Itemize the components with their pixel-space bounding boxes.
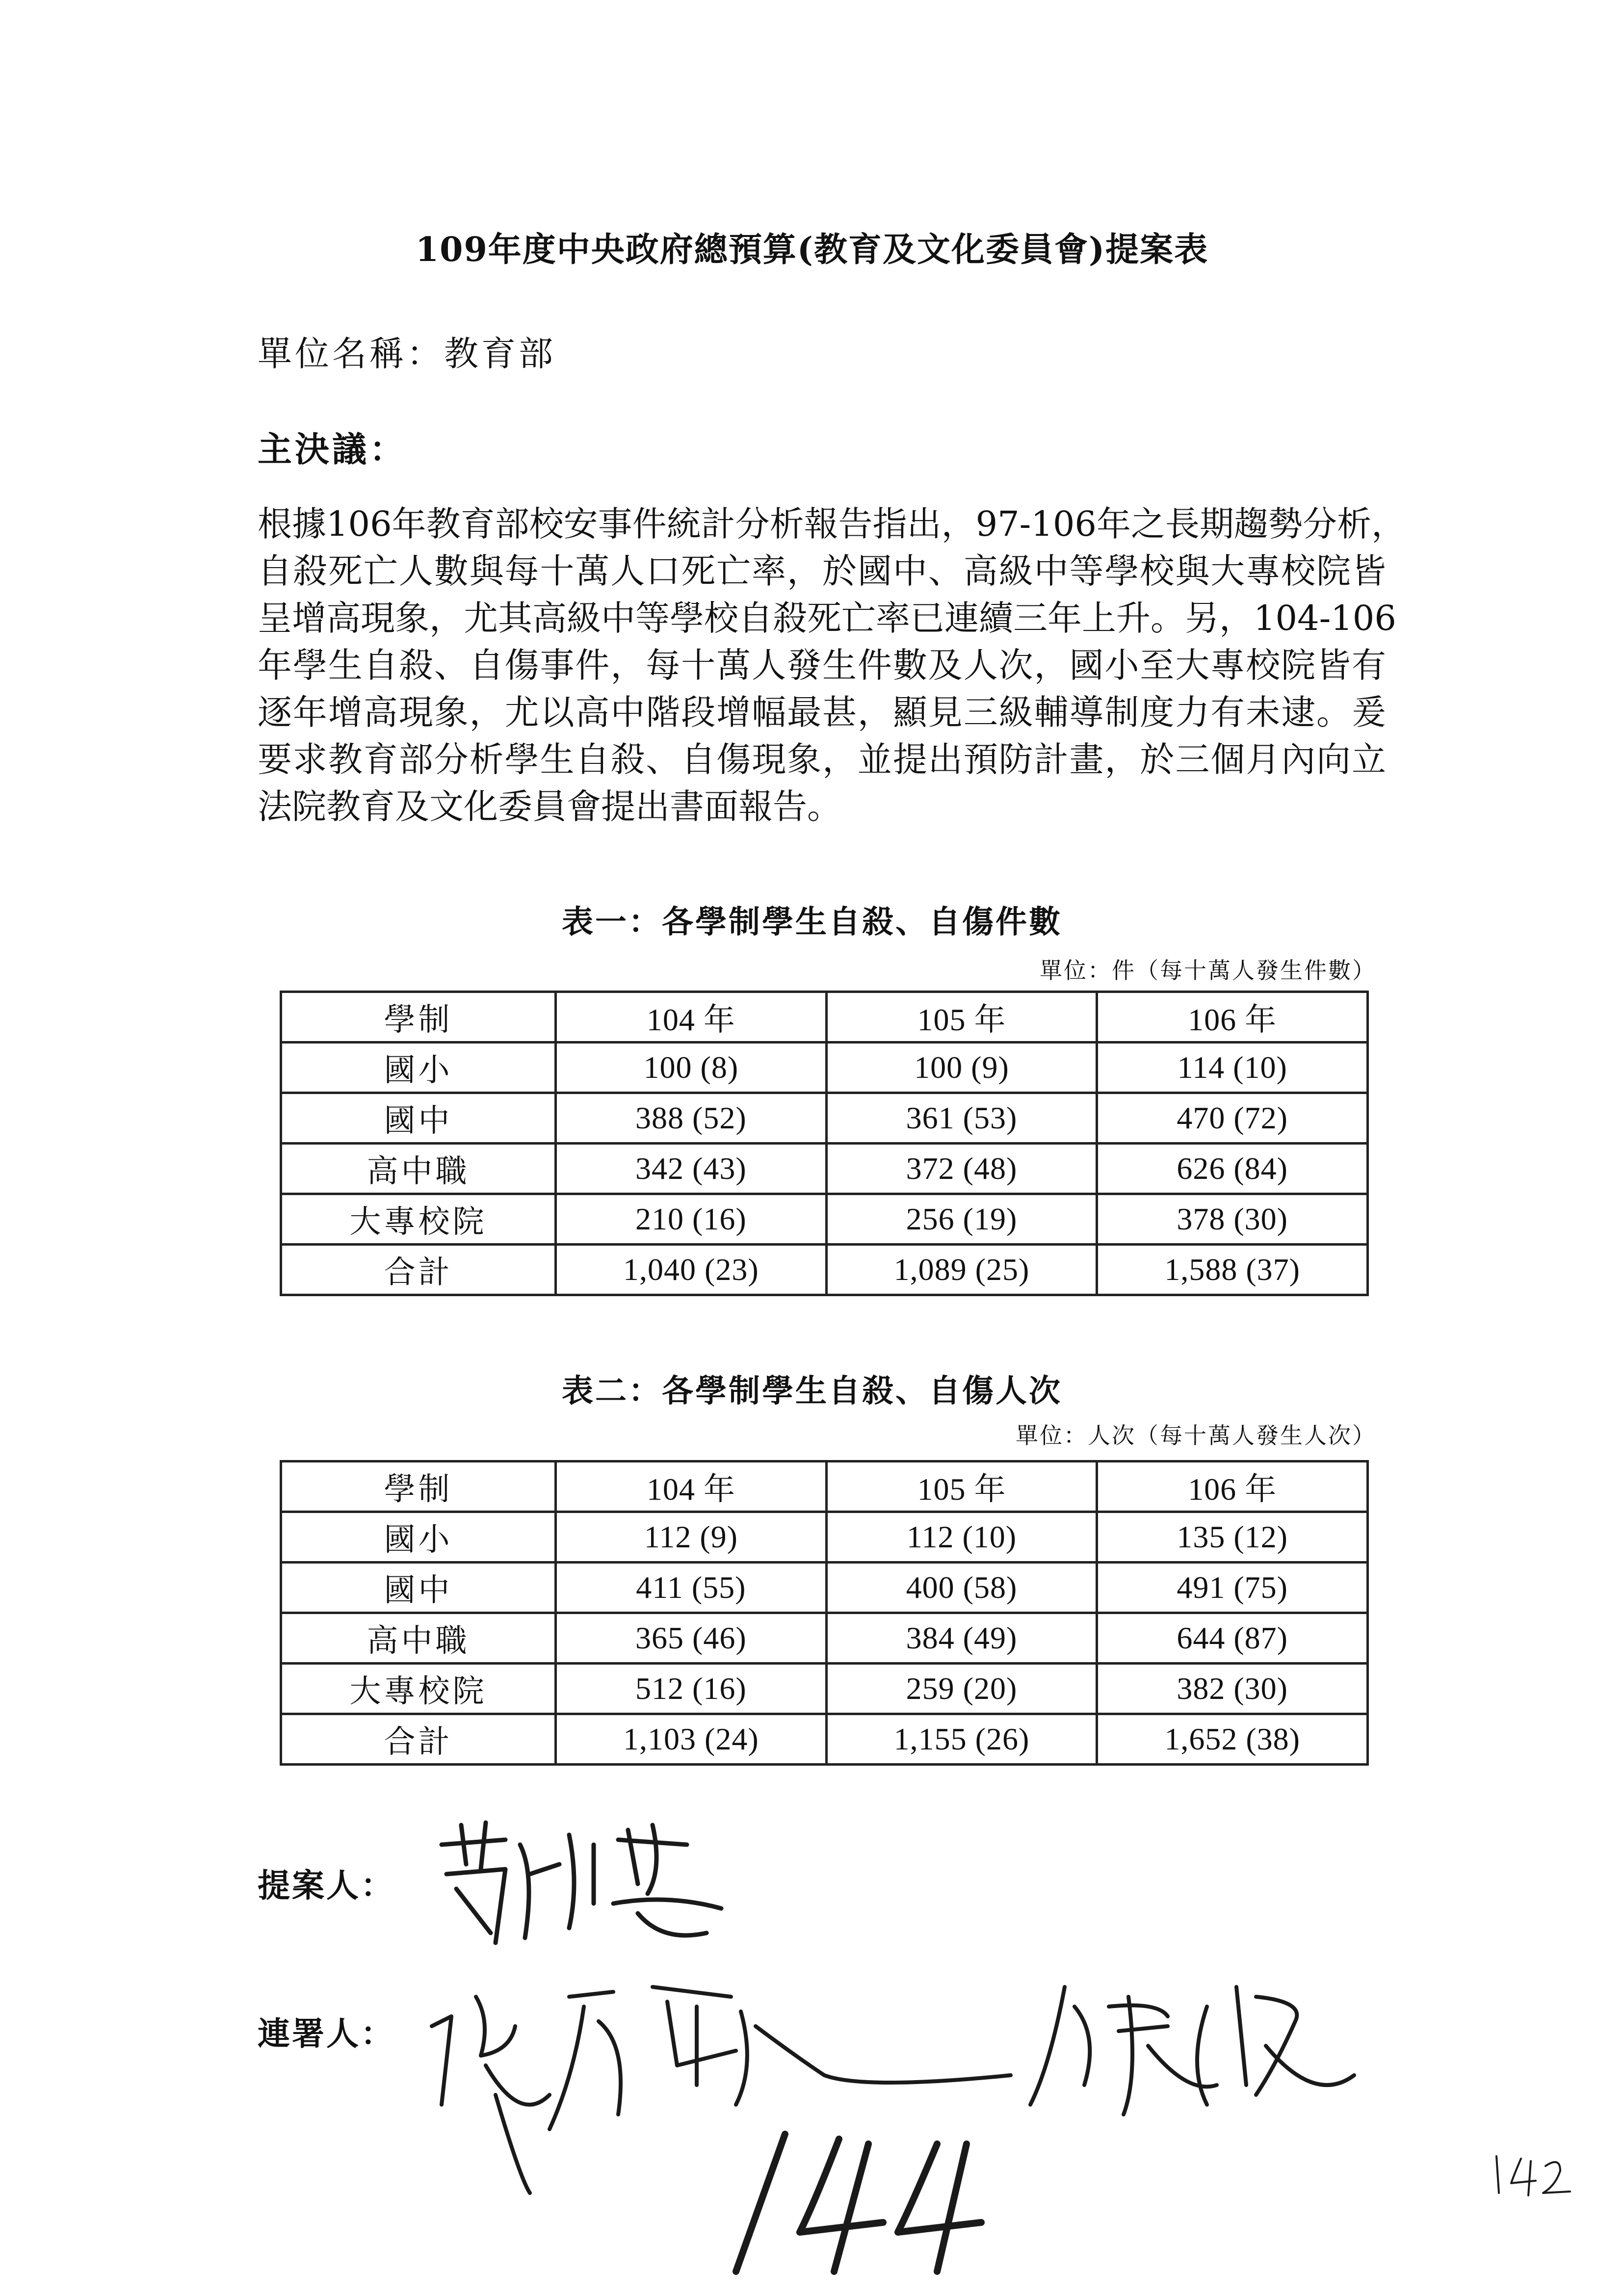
paragraph-line: 法院教育及文化委員會提出書面報告。	[258, 786, 841, 827]
table-cell: 112 (9)	[556, 1512, 827, 1563]
cosigner-label: 連署人：	[258, 2014, 395, 2053]
resolution-paragraph	[258, 500, 1406, 830]
table-cell: 114 (10)	[1097, 1043, 1368, 1093]
table-header-cell: 學制	[281, 1461, 556, 1512]
handwritten-corner-number	[1487, 2146, 1575, 2200]
table-cell: 135 (12)	[1097, 1512, 1368, 1563]
row-label-cell: 國小	[281, 1043, 556, 1093]
table-row	[281, 1613, 1368, 1664]
table-header-cell: 105 年	[826, 992, 1097, 1043]
table-cell: 256 (19)	[826, 1194, 1097, 1245]
table-row	[281, 1245, 1368, 1295]
table-cell: 210 (16)	[556, 1194, 827, 1245]
table-header-cell: 105 年	[826, 1461, 1097, 1512]
table1	[280, 991, 1369, 1296]
document-title: 109年度中央政府總預算(教育及文化委員會)提案表	[415, 230, 1209, 269]
paragraph-line: 逐年增高現象，尤以高中階段增幅最甚，顯見三級輔導制度力有未逮。爰	[258, 692, 1386, 732]
row-label-cell: 高中職	[281, 1144, 556, 1194]
paragraph-line: 呈增高現象，尤其高級中等學校自殺死亡率已連續三年上升。另，104-106	[258, 598, 1396, 638]
table2-unit: 單位：人次（每十萬人發生人次）	[1016, 1422, 1376, 1449]
row-label-cell: 大專校院	[281, 1664, 556, 1714]
table-cell: 1,103 (24)	[556, 1714, 827, 1765]
table-cell: 1,089 (25)	[826, 1245, 1097, 1295]
table-cell: 1,155 (26)	[826, 1714, 1097, 1765]
paragraph-line: 要求教育部分析學生自殺、自傷現象，並提出預防計畫，於三個月內向立	[258, 739, 1386, 780]
table-cell: 411 (55)	[556, 1563, 827, 1613]
table-cell: 361 (53)	[826, 1093, 1097, 1144]
paragraph-line: 自殺死亡人數與每十萬人口死亡率，於國中、高級中等學校與大專校院皆	[258, 551, 1386, 591]
table-cell: 365 (46)	[556, 1613, 827, 1664]
table-cell: 100 (9)	[826, 1043, 1097, 1093]
table2	[280, 1460, 1369, 1766]
table-cell: 491 (75)	[1097, 1563, 1368, 1613]
table-header-cell: 106 年	[1097, 992, 1368, 1043]
row-label-cell: 國中	[281, 1093, 556, 1144]
table-cell: 470 (72)	[1097, 1093, 1368, 1144]
table-header-cell: 106 年	[1097, 1461, 1368, 1512]
table-row	[281, 1093, 1368, 1144]
table-cell: 382 (30)	[1097, 1664, 1368, 1714]
proposer-signature	[432, 1815, 736, 1962]
table-cell: 1,652 (38)	[1097, 1714, 1368, 1765]
row-label-cell: 國中	[281, 1563, 556, 1613]
row-label-cell: 高中職	[281, 1613, 556, 1664]
table-cell: 378 (30)	[1097, 1194, 1368, 1245]
table-row	[281, 1664, 1368, 1714]
table-cell: 384 (49)	[826, 1613, 1097, 1664]
table-cell: 100 (8)	[556, 1043, 827, 1093]
resolution-label: 主決議：	[258, 429, 407, 470]
table-cell: 512 (16)	[556, 1664, 827, 1714]
row-label-cell: 國小	[281, 1512, 556, 1563]
table2-caption: 表二：各學制學生自殺、自傷人次	[562, 1373, 1062, 1409]
paragraph-line: 根據106年教育部校安事件統計分析報告指出，97-106年之長期趨勢分析，	[258, 504, 1406, 544]
table-cell: 112 (10)	[826, 1512, 1097, 1563]
table-header-cell: 104 年	[556, 1461, 827, 1512]
table-cell: 372 (48)	[826, 1144, 1097, 1194]
table-cell: 1,588 (37)	[1097, 1245, 1368, 1295]
proposer-label: 提案人：	[258, 1866, 395, 1905]
table1-caption: 表一：各學制學生自殺、自傷件數	[562, 904, 1062, 940]
handwritten-page-number	[726, 2124, 1001, 2286]
table-row	[281, 1512, 1368, 1563]
table-cell: 342 (43)	[556, 1144, 827, 1194]
table-header-row	[281, 1461, 1368, 1512]
table-cell: 259 (20)	[826, 1664, 1097, 1714]
table-cell: 644 (87)	[1097, 1613, 1368, 1664]
table-cell: 388 (52)	[556, 1093, 827, 1144]
table1-unit: 單位：件（每十萬人發生件數）	[1040, 957, 1376, 984]
table-row	[281, 1194, 1368, 1245]
row-label-cell: 合計	[281, 1714, 556, 1765]
row-label-cell: 大專校院	[281, 1194, 556, 1245]
table-row	[281, 1144, 1368, 1194]
table-row	[281, 1714, 1368, 1765]
table-cell: 1,040 (23)	[556, 1245, 827, 1295]
table-cell: 400 (58)	[826, 1563, 1097, 1613]
unit-name: 單位名稱：教育部	[258, 334, 556, 374]
row-label-cell: 合計	[281, 1245, 556, 1295]
table-row	[281, 1563, 1368, 1613]
table-header-cell: 學制	[281, 992, 556, 1043]
table-row	[281, 1043, 1368, 1093]
paragraph-line: 年學生自殺、自傷事件，每十萬人發生件數及人次，國小至大專校院皆有	[258, 645, 1386, 685]
table-header-cell: 104 年	[556, 992, 827, 1043]
table-header-row	[281, 992, 1368, 1043]
table-cell: 626 (84)	[1097, 1144, 1368, 1194]
